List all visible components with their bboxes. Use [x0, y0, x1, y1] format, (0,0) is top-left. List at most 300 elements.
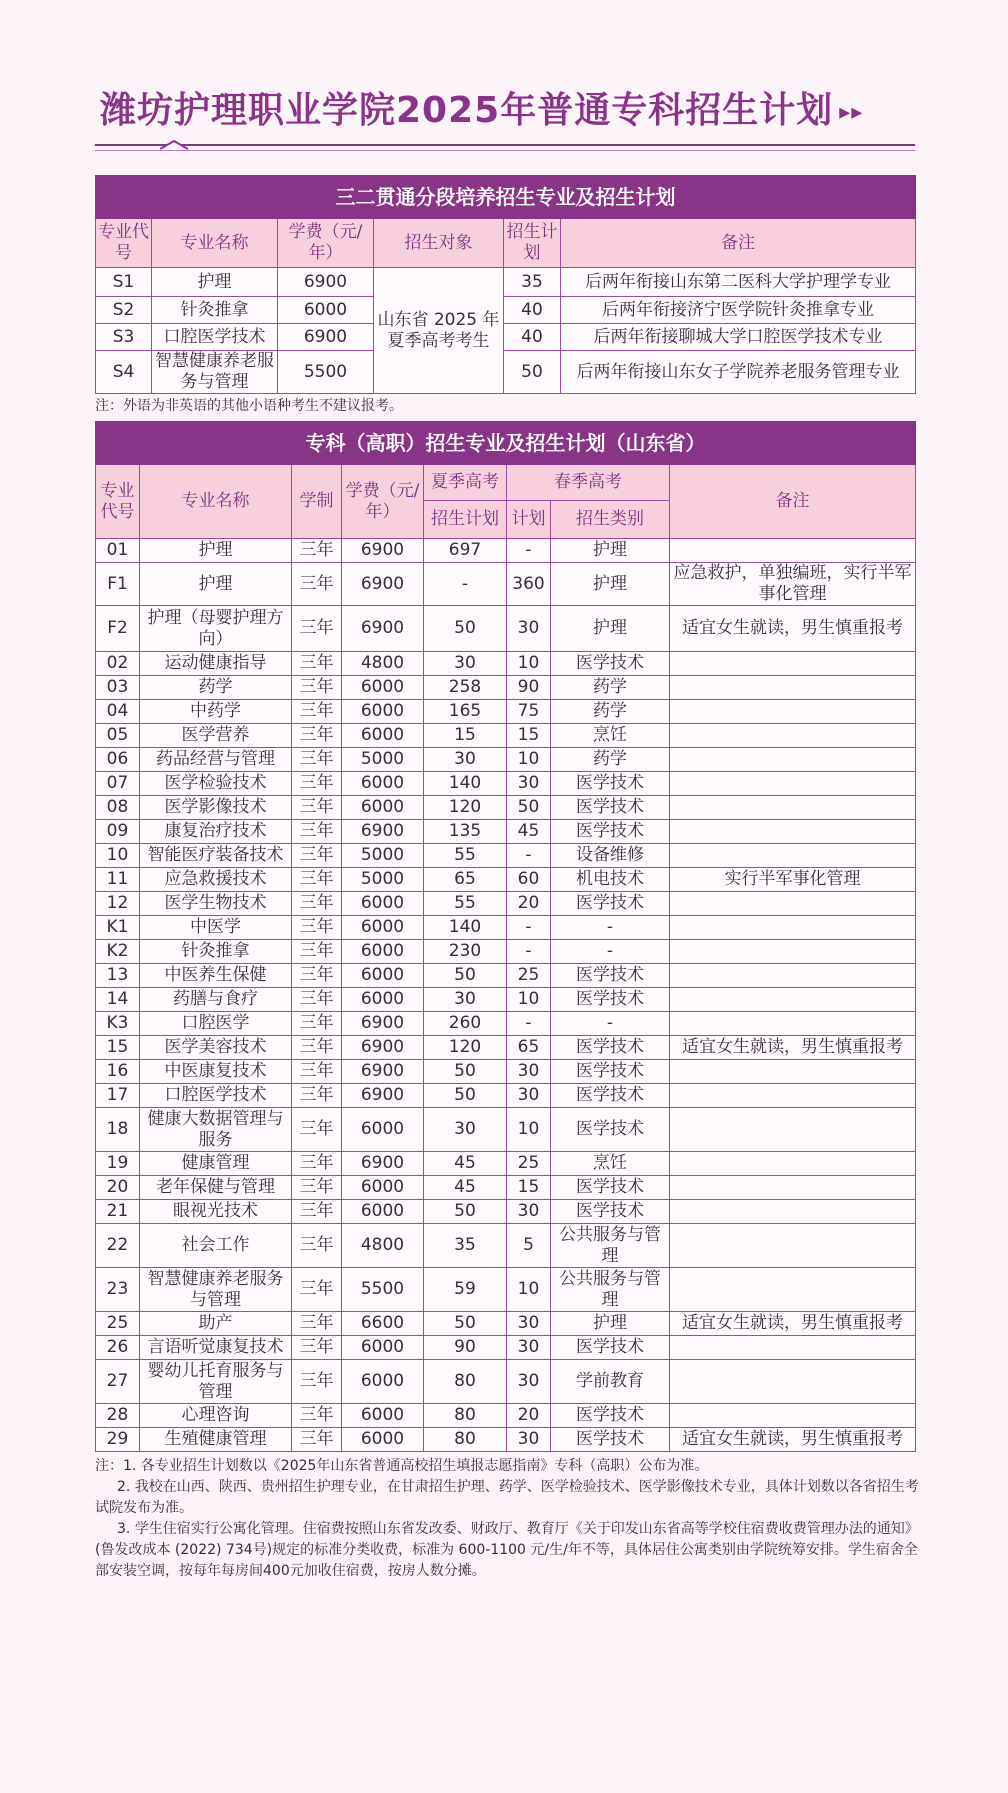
table-row — [96, 297, 916, 324]
cell-years: 三年 — [292, 1176, 342, 1200]
cell-code: 14 — [96, 988, 140, 1012]
table-row — [96, 1152, 916, 1176]
cell-summer-plan: 697 — [424, 539, 507, 563]
cell-code: 06 — [96, 748, 140, 772]
cell-code: S4 — [96, 351, 152, 394]
cell-code: 16 — [96, 1060, 140, 1084]
cell-spring-type: 医学技术 — [551, 892, 670, 916]
cell-remark — [670, 748, 916, 772]
table-row — [96, 606, 916, 652]
cell-spring-plan: 30 — [507, 1084, 551, 1108]
cell-remark — [670, 1176, 916, 1200]
cell-spring-type: 医学技术 — [551, 1060, 670, 1084]
cell-remark — [670, 539, 916, 563]
cell-spring-plan: - — [507, 940, 551, 964]
col-header-spring: 春季高考 — [507, 465, 670, 501]
table-banner: 专科（高职）招生专业及招生计划（山东省） — [96, 422, 916, 465]
table-row — [96, 1224, 916, 1268]
cell-remark — [670, 772, 916, 796]
cell-remark — [670, 1060, 916, 1084]
cell-spring-type: 护理 — [551, 539, 670, 563]
cell-spring-plan: 45 — [507, 820, 551, 844]
cell-fee: 6900 — [342, 1060, 424, 1084]
cell-fee: 6000 — [342, 700, 424, 724]
cell-remark — [670, 1404, 916, 1428]
cell-code: 25 — [96, 1312, 140, 1336]
footnote-3: 3. 学生住宿实行公寓化管理。住宿费按照山东省发改委、财政厅、教育厅《关于印发山东省高等学校住宿费收费管理办法的通知》(鲁发改成本 (2022) 734号)规定的标准分类收费，标准为 600-1100 元/生/年不等，具体居住公寓类别由学院统筹安排。学生宿舍全部安装空调，按每年每房间400元加收住宿费，按房人数分摊。 — [95, 1521, 919, 1579]
table-row — [96, 1336, 916, 1360]
cell-remark: 后两年衔接山东女子学院养老服务管理专业 — [561, 351, 916, 394]
cell-years: 三年 — [292, 940, 342, 964]
cell-code: F2 — [96, 606, 140, 652]
cell-target: 山东省 2025 年夏季高考考生 — [374, 268, 504, 394]
cell-remark: 后两年衔接济宁医学院针灸推拿专业 — [561, 297, 916, 324]
cell-fee: 4800 — [342, 1224, 424, 1268]
cell-fee: 6000 — [342, 940, 424, 964]
cell-name: 医学生物技术 — [140, 892, 292, 916]
table-row — [96, 748, 916, 772]
cell-summer-plan: 230 — [424, 940, 507, 964]
cell-spring-type: 医学技术 — [551, 652, 670, 676]
cell-code: 09 — [96, 820, 140, 844]
table-banner: 三二贯通分段培养招生专业及招生计划 — [96, 176, 916, 219]
cell-name: 医学影像技术 — [140, 796, 292, 820]
cell-remark: 应急救护，单独编班，实行半军事化管理 — [670, 563, 916, 606]
cell-summer-plan: 45 — [424, 1176, 507, 1200]
cell-code: 20 — [96, 1176, 140, 1200]
cell-name: 针灸推拿 — [140, 940, 292, 964]
cell-spring-type: 医学技术 — [551, 1336, 670, 1360]
cell-remark — [670, 724, 916, 748]
cell-summer-plan: 35 — [424, 1224, 507, 1268]
cell-code: 07 — [96, 772, 140, 796]
cell-spring-type: 药学 — [551, 700, 670, 724]
cell-years: 三年 — [292, 652, 342, 676]
cell-remark — [670, 652, 916, 676]
cell-spring-type: 医学技术 — [551, 1084, 670, 1108]
cell-spring-plan: 60 — [507, 868, 551, 892]
cell-fee: 6000 — [342, 964, 424, 988]
cell-spring-type: 药学 — [551, 748, 670, 772]
cell-years: 三年 — [292, 1336, 342, 1360]
cell-fee: 6000 — [278, 297, 374, 324]
cell-remark — [670, 820, 916, 844]
double-arrow-icon: ▸▸ — [839, 99, 864, 125]
cell-fee: 6000 — [342, 796, 424, 820]
table-row — [96, 1404, 916, 1428]
cell-code: S3 — [96, 324, 152, 351]
cell-name: 药品经营与管理 — [140, 748, 292, 772]
cell-remark — [670, 1012, 916, 1036]
cell-plan: 35 — [504, 268, 561, 297]
cell-code: 23 — [96, 1268, 140, 1312]
cell-fee: 5000 — [342, 748, 424, 772]
cell-code: 19 — [96, 1152, 140, 1176]
cell-years: 三年 — [292, 1152, 342, 1176]
cell-code: 28 — [96, 1404, 140, 1428]
cell-fee: 6900 — [342, 539, 424, 563]
cell-name: 康复治疗技术 — [140, 820, 292, 844]
cell-fee: 5000 — [342, 868, 424, 892]
cell-name: 药学 — [140, 676, 292, 700]
col-header-fee: 学费（元/年） — [342, 465, 424, 539]
cell-spring-type: - — [551, 1012, 670, 1036]
cell-spring-type: 护理 — [551, 606, 670, 652]
cell-years: 三年 — [292, 988, 342, 1012]
table-row — [96, 988, 916, 1012]
cell-spring-plan: 30 — [507, 1360, 551, 1404]
cell-years: 三年 — [292, 772, 342, 796]
cell-summer-plan: 30 — [424, 1108, 507, 1152]
cell-spring-type: 机电技术 — [551, 868, 670, 892]
cell-name: 应急救援技术 — [140, 868, 292, 892]
cell-spring-type: 医学技术 — [551, 1428, 670, 1452]
cell-code: 11 — [96, 868, 140, 892]
cell-spring-type: 医学技术 — [551, 1036, 670, 1060]
cell-spring-type: - — [551, 916, 670, 940]
table-row — [96, 563, 916, 606]
cell-spring-plan: 15 — [507, 1176, 551, 1200]
cell-summer-plan: 30 — [424, 748, 507, 772]
cell-code: 29 — [96, 1428, 140, 1452]
cell-remark — [670, 1200, 916, 1224]
cell-summer-plan: 50 — [424, 964, 507, 988]
cell-spring-plan: 25 — [507, 1152, 551, 1176]
cell-spring-plan: 10 — [507, 1108, 551, 1152]
cell-spring-plan: 25 — [507, 964, 551, 988]
col-header-fee: 学费（元/年） — [278, 219, 374, 268]
cell-remark: 适宜女生就读，男生慎重报考 — [670, 1428, 916, 1452]
cell-remark: 适宜女生就读，男生慎重报考 — [670, 1312, 916, 1336]
table-row — [96, 820, 916, 844]
cell-code: 17 — [96, 1084, 140, 1108]
cell-summer-plan: 50 — [424, 1200, 507, 1224]
cell-summer-plan: 50 — [424, 1312, 507, 1336]
cell-years: 三年 — [292, 892, 342, 916]
col-header-years: 学制 — [292, 465, 342, 539]
cell-summer-plan: 65 — [424, 868, 507, 892]
cell-name: 中医学 — [140, 916, 292, 940]
cell-summer-plan: 120 — [424, 1036, 507, 1060]
cell-remark — [670, 1084, 916, 1108]
col-header-name: 专业名称 — [140, 465, 292, 539]
cell-name: 言语听觉康复技术 — [140, 1336, 292, 1360]
col-header-remark: 备注 — [670, 465, 916, 539]
cell-summer-plan: 120 — [424, 796, 507, 820]
cell-spring-plan: 10 — [507, 748, 551, 772]
cell-name: 智能医疗装备技术 — [140, 844, 292, 868]
cell-summer-plan: 30 — [424, 652, 507, 676]
cell-spring-plan: 65 — [507, 1036, 551, 1060]
cell-code: 02 — [96, 652, 140, 676]
cell-remark — [670, 1152, 916, 1176]
cell-remark — [670, 1108, 916, 1152]
cell-spring-type: 医学技术 — [551, 1200, 670, 1224]
cell-code: S1 — [96, 268, 152, 297]
cell-name: 运动健康指导 — [140, 652, 292, 676]
table-row — [96, 1428, 916, 1452]
table-row — [96, 268, 916, 297]
cell-summer-plan: 50 — [424, 1084, 507, 1108]
col-header-code: 专业代号 — [96, 219, 152, 268]
cell-name: 医学美容技术 — [140, 1036, 292, 1060]
cell-spring-type: 医学技术 — [551, 1108, 670, 1152]
cell-spring-plan: 30 — [507, 1060, 551, 1084]
cell-years: 三年 — [292, 844, 342, 868]
cell-fee: 6000 — [342, 988, 424, 1012]
cell-years: 三年 — [292, 964, 342, 988]
cell-spring-plan: 10 — [507, 988, 551, 1012]
table-row — [96, 1012, 916, 1036]
cell-name: 中医养生保健 — [140, 964, 292, 988]
cell-summer-plan: 59 — [424, 1268, 507, 1312]
cell-name: 中药学 — [140, 700, 292, 724]
cell-fee: 6000 — [342, 1200, 424, 1224]
footnote-2: 2. 我校在山西、陕西、贵州招生护理专业，在甘肃招生护理、药学、医学检验技术、医学影像技术专业，具体计划数以各省招生考试院发布为准。 — [95, 1479, 919, 1516]
cell-fee: 6000 — [342, 1404, 424, 1428]
cell-spring-plan: - — [507, 844, 551, 868]
cell-name: 婴幼儿托育服务与管理 — [140, 1360, 292, 1404]
col-header-target: 招生对象 — [374, 219, 504, 268]
cell-code: 01 — [96, 539, 140, 563]
cell-remark — [670, 676, 916, 700]
cell-plan: 50 — [504, 351, 561, 394]
cell-name: 医学营养 — [140, 724, 292, 748]
cell-spring-type: 公共服务与管理 — [551, 1268, 670, 1312]
cell-fee: 6900 — [342, 563, 424, 606]
table-row — [96, 916, 916, 940]
cell-fee: 6900 — [342, 606, 424, 652]
table-row — [96, 324, 916, 351]
table-row — [96, 1108, 916, 1152]
cell-years: 三年 — [292, 700, 342, 724]
cell-years: 三年 — [292, 796, 342, 820]
cell-years: 三年 — [292, 1404, 342, 1428]
cell-spring-type: 医学技术 — [551, 1404, 670, 1428]
cell-fee: 6000 — [342, 724, 424, 748]
cell-years: 三年 — [292, 1312, 342, 1336]
cell-spring-type: 烹饪 — [551, 724, 670, 748]
cell-summer-plan: 80 — [424, 1360, 507, 1404]
cell-fee: 6900 — [342, 820, 424, 844]
cell-years: 三年 — [292, 916, 342, 940]
cell-spring-plan: 20 — [507, 892, 551, 916]
cell-name: 护理（母婴护理方向） — [140, 606, 292, 652]
cell-years: 三年 — [292, 1428, 342, 1452]
cell-spring-plan: - — [507, 916, 551, 940]
cell-spring-type: 公共服务与管理 — [551, 1224, 670, 1268]
cell-code: 05 — [96, 724, 140, 748]
cell-name: 医学检验技术 — [140, 772, 292, 796]
page-title: 潍坊护理职业学院2025年普通专科招生计划 ▸▸ — [100, 90, 864, 131]
cell-fee: 6000 — [342, 1360, 424, 1404]
cell-spring-type: 设备维修 — [551, 844, 670, 868]
cell-name: 心理咨询 — [140, 1404, 292, 1428]
cell-spring-type: 医学技术 — [551, 988, 670, 1012]
table-row — [96, 1268, 916, 1312]
cell-name: 护理 — [140, 539, 292, 563]
cell-spring-type: 护理 — [551, 1312, 670, 1336]
cell-spring-plan: 5 — [507, 1224, 551, 1268]
cell-years: 三年 — [292, 748, 342, 772]
cell-code: 26 — [96, 1336, 140, 1360]
cell-years: 三年 — [292, 1200, 342, 1224]
cell-years: 三年 — [292, 724, 342, 748]
cell-name: 中医康复技术 — [140, 1060, 292, 1084]
cell-summer-plan: 165 — [424, 700, 507, 724]
cell-spring-plan: 50 — [507, 796, 551, 820]
table-row — [96, 796, 916, 820]
cell-plan: 40 — [504, 297, 561, 324]
table-row — [96, 1084, 916, 1108]
cell-summer-plan: 80 — [424, 1428, 507, 1452]
table-3-2-program — [95, 175, 916, 394]
table-row — [96, 539, 916, 563]
cell-fee: 4800 — [342, 652, 424, 676]
cell-remark: 适宜女生就读，男生慎重报考 — [670, 1036, 916, 1060]
cell-name: 老年保健与管理 — [140, 1176, 292, 1200]
cell-code: F1 — [96, 563, 140, 606]
table-row — [96, 892, 916, 916]
cell-code: 03 — [96, 676, 140, 700]
cell-spring-type: 医学技术 — [551, 964, 670, 988]
cell-years: 三年 — [292, 1268, 342, 1312]
cell-spring-plan: - — [507, 539, 551, 563]
col-header-remark: 备注 — [561, 219, 916, 268]
cell-remark — [670, 700, 916, 724]
cell-fee: 6900 — [278, 268, 374, 297]
col-header-summer: 夏季高考 — [424, 465, 507, 501]
cell-summer-plan: 45 — [424, 1152, 507, 1176]
cell-name: 智慧健康养老服务与管理 — [152, 351, 278, 394]
table-note: 注：外语为非英语的其他小语种考生不建议报考。 — [95, 398, 403, 414]
cell-remark — [670, 796, 916, 820]
title-rule-thin — [95, 150, 915, 151]
cell-name: 助产 — [140, 1312, 292, 1336]
cell-spring-type: 医学技术 — [551, 796, 670, 820]
cell-code: 04 — [96, 700, 140, 724]
table-row — [96, 1060, 916, 1084]
cell-years: 三年 — [292, 868, 342, 892]
cell-summer-plan: - — [424, 563, 507, 606]
cell-remark: 后两年衔接山东第二医科大学护理学专业 — [561, 268, 916, 297]
cell-name: 口腔医学技术 — [152, 324, 278, 351]
cell-remark — [670, 1336, 916, 1360]
cell-years: 三年 — [292, 1224, 342, 1268]
cell-summer-plan: 80 — [424, 1404, 507, 1428]
table-row — [96, 652, 916, 676]
table-row — [96, 724, 916, 748]
cell-years: 三年 — [292, 563, 342, 606]
cell-spring-plan: - — [507, 1012, 551, 1036]
table-row — [96, 1200, 916, 1224]
table-row — [96, 772, 916, 796]
col-header-spring-plan: 计划 — [507, 501, 551, 539]
cell-remark — [670, 1360, 916, 1404]
cell-code: 18 — [96, 1108, 140, 1152]
cell-remark — [670, 988, 916, 1012]
cell-code: K2 — [96, 940, 140, 964]
cell-code: 10 — [96, 844, 140, 868]
cell-summer-plan: 260 — [424, 1012, 507, 1036]
rule-notch-ornament — [160, 140, 188, 150]
cell-fee: 5500 — [342, 1268, 424, 1312]
cell-name: 针灸推拿 — [152, 297, 278, 324]
cell-spring-type: 药学 — [551, 676, 670, 700]
cell-summer-plan: 140 — [424, 916, 507, 940]
cell-name: 健康管理 — [140, 1152, 292, 1176]
cell-plan: 40 — [504, 324, 561, 351]
table-row — [96, 351, 916, 394]
footnote-1: 注：1. 各专业招生计划数以《2025年山东省普通高校招生填报志愿指南》专科（高职）公布为准。 — [95, 1458, 709, 1474]
cell-summer-plan: 258 — [424, 676, 507, 700]
cell-fee: 6900 — [342, 1012, 424, 1036]
cell-fee: 5500 — [278, 351, 374, 394]
cell-fee: 6900 — [342, 1084, 424, 1108]
cell-code: K1 — [96, 916, 140, 940]
cell-summer-plan: 30 — [424, 988, 507, 1012]
cell-remark: 后两年衔接聊城大学口腔医学技术专业 — [561, 324, 916, 351]
cell-fee: 6000 — [342, 1428, 424, 1452]
cell-years: 三年 — [292, 539, 342, 563]
col-header-plan: 招生计划 — [504, 219, 561, 268]
cell-fee: 6900 — [342, 1152, 424, 1176]
cell-name: 口腔医学技术 — [140, 1084, 292, 1108]
cell-name: 健康大数据管理与服务 — [140, 1108, 292, 1152]
cell-summer-plan: 15 — [424, 724, 507, 748]
table-row — [96, 940, 916, 964]
table-vocational-program — [95, 421, 916, 1452]
table-row — [96, 1360, 916, 1404]
cell-spring-plan: 30 — [507, 1336, 551, 1360]
table-row — [96, 1176, 916, 1200]
col-header-spring-type: 招生类别 — [551, 501, 670, 539]
cell-remark — [670, 892, 916, 916]
cell-name: 口腔医学 — [140, 1012, 292, 1036]
cell-name: 社会工作 — [140, 1224, 292, 1268]
cell-spring-type: 医学技术 — [551, 1176, 670, 1200]
cell-spring-plan: 10 — [507, 652, 551, 676]
cell-name: 护理 — [140, 563, 292, 606]
cell-summer-plan: 55 — [424, 844, 507, 868]
cell-spring-plan: 20 — [507, 1404, 551, 1428]
cell-spring-plan: 90 — [507, 676, 551, 700]
cell-spring-type: 学前教育 — [551, 1360, 670, 1404]
cell-code: K3 — [96, 1012, 140, 1036]
cell-remark — [670, 916, 916, 940]
cell-code: 15 — [96, 1036, 140, 1060]
cell-summer-plan: 50 — [424, 1060, 507, 1084]
cell-fee: 6000 — [342, 676, 424, 700]
cell-spring-type: - — [551, 940, 670, 964]
cell-years: 三年 — [292, 1108, 342, 1152]
cell-code: 13 — [96, 964, 140, 988]
cell-spring-plan: 30 — [507, 1428, 551, 1452]
cell-summer-plan: 55 — [424, 892, 507, 916]
cell-summer-plan: 140 — [424, 772, 507, 796]
cell-remark — [670, 940, 916, 964]
cell-name: 生殖健康管理 — [140, 1428, 292, 1452]
cell-fee: 6000 — [342, 916, 424, 940]
table-row — [96, 868, 916, 892]
cell-name: 护理 — [152, 268, 278, 297]
cell-spring-plan: 30 — [507, 772, 551, 796]
cell-remark — [670, 964, 916, 988]
table-row — [96, 844, 916, 868]
cell-years: 三年 — [292, 820, 342, 844]
table-row — [96, 676, 916, 700]
cell-fee: 6000 — [342, 1108, 424, 1152]
